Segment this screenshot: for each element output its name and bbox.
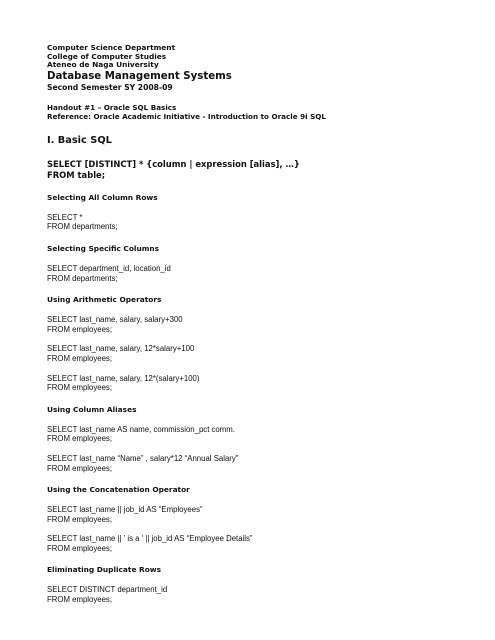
code-line: FROM employees; xyxy=(47,353,112,363)
syntax-line: FROM table; xyxy=(47,169,106,180)
code-line: SELECT last_name, salary, salary+300 xyxy=(47,315,183,325)
code-example xyxy=(47,534,467,553)
handout-reference: Reference: Oracle Academic Initiative - Introduction to Oracle 9i SQL xyxy=(47,111,326,121)
code-line: SELECT last_name AS name, commission_pct comm. xyxy=(47,424,235,434)
code-example xyxy=(47,425,467,444)
code-line: FROM employees; xyxy=(47,595,112,605)
topic-heading: Using the Concatenation Operator xyxy=(47,485,190,495)
code-example xyxy=(47,374,467,393)
code-line: FROM employees; xyxy=(47,434,112,444)
code-example xyxy=(47,264,467,283)
code-line: SELECT last_name, salary, 12*(salary+100) xyxy=(47,373,200,383)
code-line: FROM departments; xyxy=(47,273,118,283)
code-example xyxy=(47,585,467,604)
section-title: I. Basic SQL xyxy=(47,134,112,146)
code-line: SELECT department_id, location_id xyxy=(47,263,171,273)
topic-heading: Selecting Specific Columns xyxy=(47,243,160,253)
topic-heading: Using Arithmetic Operators xyxy=(47,295,162,305)
topic-heading: Selecting All Column Rows xyxy=(47,192,158,202)
topic xyxy=(47,193,467,232)
code-example xyxy=(47,454,467,473)
code-line: SELECT * xyxy=(47,212,83,222)
document-page xyxy=(47,44,467,605)
college-name: College of Computer Studies xyxy=(47,51,167,61)
code-line: FROM employees; xyxy=(47,324,112,334)
document-header xyxy=(47,44,467,92)
code-line: SELECT last_name || job_id AS “Employees” xyxy=(47,505,203,515)
topic xyxy=(47,244,467,283)
code-line: FROM employees; xyxy=(47,514,112,524)
code-line: FROM employees; xyxy=(47,463,112,473)
topic xyxy=(47,405,467,473)
code-line: FROM employees; xyxy=(47,383,112,393)
course-title: Database Management Systems xyxy=(47,70,232,82)
code-example xyxy=(47,505,467,524)
code-line: SELECT last_name || ' is a ' || job_id AS “Employee Details” xyxy=(47,534,253,544)
handout-title: Handout #1 – Oracle SQL Basics xyxy=(47,102,177,112)
code-example xyxy=(47,315,467,334)
code-line: FROM departments; xyxy=(47,222,118,232)
code-line: SELECT last_name “Name” , salary*12 “Annual Salary” xyxy=(47,453,239,463)
code-line: SELECT DISTINCT department_id xyxy=(47,585,168,595)
topic xyxy=(47,485,467,553)
semester-label: Second Semester SY 2008-09 xyxy=(47,82,173,92)
code-line: SELECT last_name, salary, 12*salary+100 xyxy=(47,344,195,354)
topic xyxy=(47,295,467,393)
topic-heading: Eliminating Duplicate Rows xyxy=(47,565,162,575)
topic xyxy=(47,565,467,604)
topic-heading: Using Column Aliases xyxy=(47,404,137,414)
code-line: FROM employees; xyxy=(47,543,112,553)
code-example xyxy=(47,213,467,232)
syntax-block xyxy=(47,159,467,181)
department-name: Computer Science Department xyxy=(47,43,176,52)
handout-info xyxy=(47,103,467,121)
syntax-line: SELECT [DISTINCT] * {column | expression [alias], …} xyxy=(47,158,300,169)
code-example xyxy=(47,344,467,363)
university-name: Ateneo de Naga University xyxy=(47,60,159,70)
